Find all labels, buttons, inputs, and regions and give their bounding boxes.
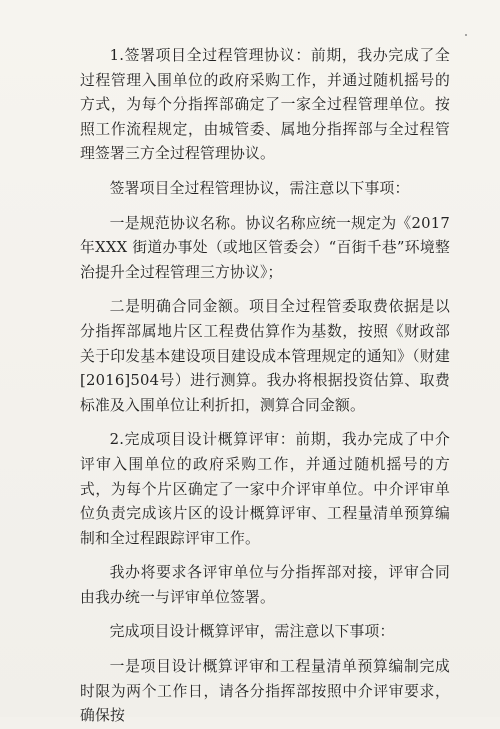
paragraph-agreement-intro: 1.签署项目全过程管理协议：前期，我办完成了全过程管理入围单位的政府采购工作，并通过随机摇号的方式，为每个分指挥部确定了一家全过程管理单位。按照工作流程规定，由城管委、属地分指挥部与全过程管理签署三方全过程管理协议。	[80, 47, 450, 163]
paragraph-review-contract: 我办将要求各评审单位与分指挥部对接，评审合同由我办统一与评审单位签署。	[80, 564, 450, 606]
paragraph-review-time-limit: 一是项目设计概算评审和工程量清单预算编制完成时限为两个工作日，请各分指挥部按照中介评审要求，确保按	[80, 658, 450, 725]
paragraph-design-estimate-review: 2.完成项目设计概算评审：前期，我办完成了中介评审入围单位的政府采购工作，并通过随机摇号的方式，为每个片区确定了一家中介评审单位。中介评审单位负责完成该片区的设计概算评审、工程量清单预算编制和全过程跟踪评审工作。	[80, 431, 450, 547]
paragraph-review-notes-heading: 完成项目设计概算评审，需注意以下事项：	[109, 623, 395, 641]
paragraph-contract-amount: 二是明确合同金额。项目全过程管委取费依据是以分指挥部属地片区工程费估算作为基数，按照《财政部关于印发基本建设项目建设成本管理规定的通知》（财建[2016]504号）进行测算。我办将根据投资估算、取费标准及入围单位让利折扣，测算合同金额。	[80, 298, 450, 414]
scan-speck	[465, 34, 467, 36]
paragraph-agreement-notes-heading: 签署项目全过程管理协议，需注意以下事项：	[109, 179, 410, 197]
paragraph-agreement-name: 一是规范协议名称。协议名称应统一规定为《2017 年XXX 街道办事处（或地区管委会）“百街千巷”环境整治提升全过程管理三方协议》；	[80, 214, 450, 281]
